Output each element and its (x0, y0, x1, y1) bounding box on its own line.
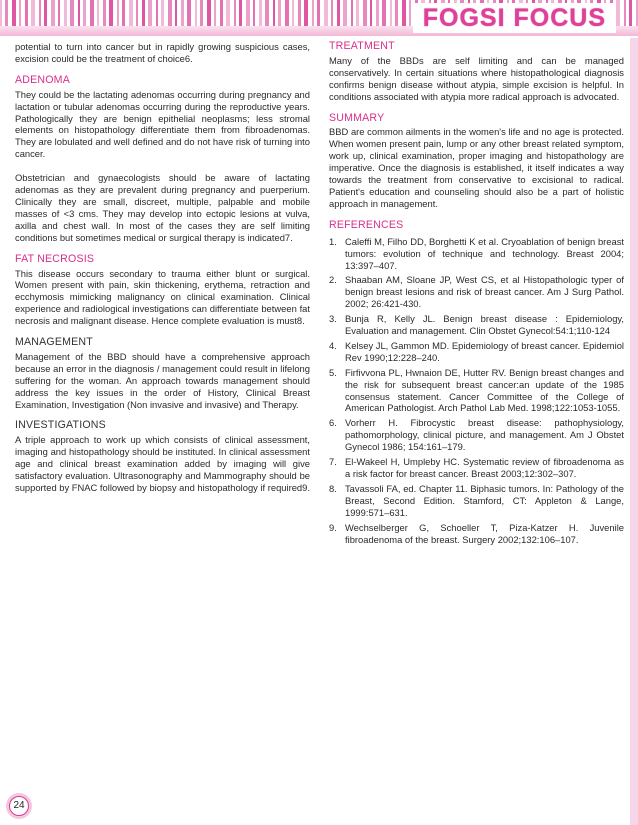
header-stripe (51, 0, 55, 26)
header-stripe (70, 0, 74, 26)
header-stripe (83, 0, 86, 26)
management-heading: MANAGEMENT (15, 336, 93, 349)
summary-heading: SUMMARY (329, 111, 385, 124)
header-stripe (356, 0, 359, 26)
left-column (15, 41, 310, 494)
header-stripe (31, 0, 35, 26)
header-stripe (161, 0, 164, 26)
header-stripe (351, 0, 353, 26)
header-stripe (142, 0, 145, 26)
header-stripe (148, 0, 152, 26)
header-stripe (122, 0, 125, 26)
reference-item: 4. Kelsey JL, Gammon MD. Epidemiology of breast cancer. Epidemiol Rev 1990;12:228–240. (329, 339, 624, 363)
header-stripe (44, 0, 47, 26)
header-stripe (19, 0, 21, 26)
header-stripe (624, 0, 626, 26)
header-stripe (331, 0, 333, 26)
header-stripe (246, 0, 250, 26)
header-stripe (117, 0, 119, 26)
header-stripe (5, 0, 8, 26)
header-stripe (214, 0, 216, 26)
adenoma-heading: ADENOMA (15, 73, 70, 86)
header-stripe (226, 0, 230, 26)
header-stripe (370, 0, 372, 26)
header-stripe (616, 0, 620, 26)
investigations-paragraph: A triple approach to work up which consists of clinical assessment, imaging and histopathology should be instituted. In clinical assessment age and clinical breast examination added by imaging will give satisfactory evaluation. Ultrasonography and Mammography should be supported by FNAC followed by biopsy and histopathology if required9. (15, 434, 310, 493)
page-number-badge (6, 793, 32, 819)
header-stripe (103, 0, 106, 26)
header-stripe (234, 0, 236, 26)
reference-item: 3. Bunja R, Kelly JL. Benign breast disease : Epidemiology, Evaluation and management. Clin Obstet Gynecol:54:1;110-124 (329, 313, 624, 337)
header-stripe (409, 0, 411, 26)
reference-item: 1. Caleffi M, Filho DD, Borghetti K et al. Cryoablation of benign breast tumors: evolution of technique and technology. Breast 2004; 13:397–407. (329, 235, 624, 271)
intro-paragraph: potential to turn into cancer but in rapidly growing suspicious cases, excision could be the treatment of choice6. (15, 41, 310, 64)
treatment-paragraph: Many of the BBDs are self limiting and can be managed conservatively. In certain situations where histopathological diagnosis confirms benign disease without atypia, simple excision is helpful. In conditions associated with atypia more radical approach is advocated. (329, 54, 624, 102)
header-stripe (0, 0, 2, 26)
header-stripe (402, 0, 406, 26)
treatment-heading: TREATMENT (329, 40, 395, 52)
header-stripe (129, 0, 133, 26)
header-stripe (285, 0, 289, 26)
reference-item: 6. Vorherr H. Fibrocystic breast disease: pathophysiology, pathomorphology, clinical picture, and management. Am J Obstet Gynecol 1986; 154:161–179. (329, 417, 624, 453)
fat-necrosis-heading: FAT NECROSIS (15, 252, 95, 265)
header-stripe (25, 0, 28, 26)
header-stripe (265, 0, 269, 26)
adenoma-paragraph-1: They could be the lactating adenomas occurring during pregnancy and lactation or tubular adenomas occurring during the reproductive years. Pathologically they are benign epithelial neoplasms; less stromal elements on histopathology differentiate them from fibroadenomas. They are lobulated and well defined and do not have risk of turning into cancer. (15, 88, 310, 160)
header-stripe (64, 0, 67, 26)
reference-item: 9. Wechselberger G, Schoeller T, Piza-Katzer H. Juvenile fibroadenoma of the breast. Surgery 2002;132:106–107. (329, 521, 624, 545)
references-heading: REFERENCES (329, 218, 404, 231)
header-stripe (181, 0, 184, 26)
header-bar (0, 0, 638, 38)
right-column (329, 41, 624, 548)
reference-item: 8. Tavassoli FA, ed. Chapter 11. Biphasic tumors. In: Pathology of the Breast, Second Edition. Stamford, CT: Appleton & Lange, 1999:571–631. (329, 482, 624, 518)
header-stripe (278, 0, 281, 26)
header-stripe (12, 0, 16, 26)
header-stripe (220, 0, 223, 26)
header-stripe (58, 0, 60, 26)
header-stripe (175, 0, 177, 26)
header-stripe (629, 0, 632, 26)
header-stripe (395, 0, 398, 26)
header-stripe (207, 0, 211, 26)
header-stripe (312, 0, 314, 26)
header-stripe (97, 0, 99, 26)
page-number: 24 (9, 796, 29, 816)
header-stripe (304, 0, 308, 26)
header-stripe (363, 0, 367, 26)
header-stripe (39, 0, 41, 26)
management-paragraph: Management of the BBD should have a comprehensive approach because an error in the diagnosis / management could result in lifelong suffering for the woman. An approach towards management should address the key issues in the order of History, Clinical Breast Examination, Investigation (Non invasive and invasive) and Therapy. (15, 350, 310, 410)
header-stripe (337, 0, 340, 26)
header-stripe (253, 0, 255, 26)
header-stripe (259, 0, 262, 26)
header-stripe (382, 0, 386, 26)
reference-list (329, 236, 624, 546)
right-margin-strip (630, 38, 638, 825)
header-stripe (390, 0, 392, 26)
header-stripe (273, 0, 275, 26)
header-stripe (78, 0, 80, 26)
header-stripe (187, 0, 191, 26)
header-stripe (200, 0, 203, 26)
header-stripe (298, 0, 301, 26)
header-stripe (168, 0, 172, 26)
reference-item: 5. Firfivvona PL, Hwnaion DE, Hutter RV. Benign breast changes and the risk for subsequent breast cancer:an update of the 1985 consensus statement. Cancer Committee of the College of American Pathologist. Arch Pathol Lab Med. 1998;122:1053-1055. (329, 366, 624, 414)
header-stripe (317, 0, 320, 26)
header-title: FOGSI FOCUS (413, 3, 616, 33)
header-stripe (195, 0, 197, 26)
fat-necrosis-paragraph: This disease occurs secondary to trauma either blunt or surgical. Women present with pain, skin thickening, erythema, retraction and ecchymosis mimicking malignancy on clinical examination. Clinical experience and radiological investigations can differentiate between fat necrosis and malignant disease. Hence complete evaluation is must8. (15, 267, 310, 327)
adenoma-paragraph-2: Obstetrician and gynaecologists should be aware of lactating adenomas as they are prevalent during pregnancy and puerperium. Clinically they are small, discreet, multiple, palpable and mobile masses of <3 cms. They may develop into ectopic lesions at vulva, axilla and chest wall. In most of the cases they are self limiting conditions but sometimes medical or surgical therapy is indicated7. (15, 172, 310, 243)
header-stripe (239, 0, 242, 26)
summary-paragraph: BBD are common ailments in the women's life and no age is protected. When women present pain, lump or any other breast related symptom, work up, clinical examination, proper imaging and histopathology are imperative. Once the diagnosis is established, it itself indicates a way towards the treatment from conservative to excisional to radical. Patient's education and counseling should also be a part of holistic approach in management. (329, 126, 624, 209)
header-stripe (324, 0, 328, 26)
header-stripe (292, 0, 294, 26)
reference-item: 2. Shaaban AM, Sloane JP, West CS, et al Histopathologic typer of benign breast lesions and risk of breast cancer. Am J Surg Pathol. 2002; 26:421-430. (329, 274, 624, 310)
header-stripe (136, 0, 138, 26)
header-stripe (109, 0, 113, 26)
investigations-heading: INVESTIGATIONS (15, 419, 106, 432)
header-stripe (156, 0, 158, 26)
header-stripe (376, 0, 379, 26)
header-stripe (343, 0, 347, 26)
reference-item: 7. El-Wakeel H, Umpleby HC. Systematic review of fibroadenoma as a risk factor for breast cancer. Breast 2003;12:302–307. (329, 456, 624, 479)
header-stripe (90, 0, 94, 26)
